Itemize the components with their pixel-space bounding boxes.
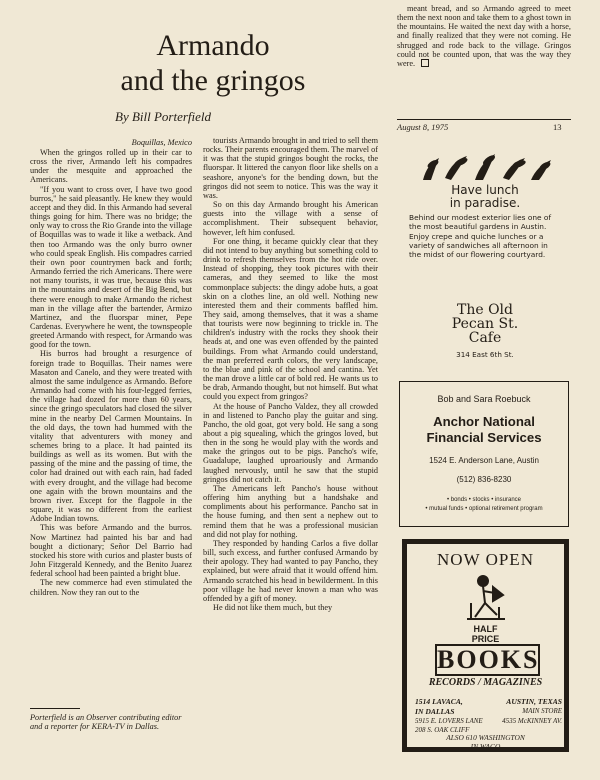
paragraph: tourists Armando brought in and tried to sell them rocks. Their parents encouraged them. The marvel of it was that the stupid gringos bought the rocks, the fluorspar. It littered the canyon floor like shells on a seashore, anyone's for the bending down, but the gringos did not seem to notice. This was the way it was.: [203, 136, 378, 200]
pecan-logo-3: Cafe: [468, 330, 502, 346]
paragraph: [397, 4, 571, 68]
anchor-address: 1524 E. Anderson Lane, Austin: [429, 456, 539, 465]
article-title: [78, 28, 348, 98]
anchor-services-2: • mutual funds • optional retirement program: [425, 505, 543, 512]
books-waco: [407, 734, 564, 751]
books-waco-2: IN WACO: [470, 741, 501, 751]
paragraph: He did not like them much, but they: [213, 602, 333, 612]
anchor-brand-1: Anchor National: [433, 414, 535, 429]
paragraph: The new commerce had even stimulated the children. Now they ran out to the: [30, 578, 192, 597]
end-of-story-mark: [421, 59, 429, 67]
books-headline: NOW OPEN: [437, 550, 534, 569]
books-dallas-line: [415, 707, 562, 717]
pecan-logo: [423, 303, 547, 345]
books-half-price: [407, 624, 564, 644]
books-dallas-addresses: [415, 717, 562, 726]
pecan-logo-2: Pecan St.: [451, 316, 519, 332]
anchor-owner-names: Bob and Sara Roebuck: [437, 394, 531, 404]
article-column-3: [397, 4, 571, 68]
paragraph: So on this day Armando brought his American guests into the village with a sense of accomplishment. Their subsequent behavior, however, left him confused.: [203, 200, 378, 237]
paragraph-text: meant bread, and so Armando agreed to meet them the next noon and take them to a ghost town in the mountains. He waited the next day with a horse, and finally realized that they were not coming. He shrugged and rode back to the village. Gringos could not be counted upon, that was the way they were.: [397, 4, 571, 68]
title-line-1: Armando: [156, 29, 270, 62]
byline: By Bill Porterfield: [115, 109, 212, 124]
pecan-logo-1: The Old: [456, 302, 513, 318]
paragraph: For one thing, it became quickly clear that they did not intend to buy anything but something cold to drink to refresh themselves from the hot ride over. Instead of shopping, they took pictures with their cameras, and they seemed to like the most commonplace subjects: the dingy adobe huts, a goat skin on a clothes line, an old well. Nothing new interested them and their comments baffled him. They said, among themselves, that it was a shame that tourists were now beginning to trickle in. The children's industry with the rocks they shook their heads at, and one was even offended by the painted buildings. From what Armando could understand, the man preferred earth colors, the very landscape, to the blue and pink of the school and cantina. Yet the man drove a little car of bold red. He wants us to be drab, Armando thought, but not himself. But what could you expect from gringos?: [203, 236, 378, 402]
anchor-brand: [400, 414, 568, 446]
books-dallas-address-2: 4535 McKINNEY AV.: [502, 717, 562, 725]
books-dallas-address-3: 208 S. OAK CLIFF: [415, 726, 470, 734]
books-dallas-address-1: 5915 E. LOVERS LANE: [415, 717, 483, 725]
pecan-address: 314 East 6th St.: [456, 350, 514, 359]
paragraph: This was before Armando and the burros. Now Martinez had painted his bar and had bought a dictionary; Señor Del Barrio had stocked his store with curios and plaster busts of John Fitzgerald Kennedy, and the Benito Juarez federal school had been painted a bright blue.: [30, 523, 192, 579]
article-column-1: [30, 148, 192, 597]
folio-date: August 8, 1975: [397, 122, 449, 132]
books-half: HALF: [473, 624, 498, 634]
paragraph: They responded by handing Carlos a five dollar bill, such excess, and further confused Armando by their apology. They had wanted to pay Pancho, they explained, but were afraid that it would offend him. Armando scratched his head in bewilderment. In this poor village he had never known a man who was offended by a gift of money.: [203, 538, 378, 603]
pecan-headline-1: Have lunch: [451, 183, 519, 197]
anchor-phone: (512) 836-8230: [456, 475, 512, 484]
title-line-2: and the gringos: [120, 64, 306, 97]
books-austin-line: [415, 697, 562, 707]
anchor-brand-2: Financial Services: [426, 430, 542, 445]
dateline: Boquillas, Mexico: [131, 138, 192, 147]
paragraph: The Americans left Pancho's house without offering him anything but a handshake and compliments about his performance. Pancho sat in the house fuming, and then sent a nephew out to remind them that he was a professional musician and did not play for nothing.: [203, 483, 378, 539]
author-footnote: Porterfield is an Observer contributing editor and a reporter for KERA-TV in Dallas.: [30, 713, 182, 732]
paragraph: At the house of Pancho Valdez, they all crowded in and listened to Pancho play the guitar and sing. Pancho, the old goat, got very bold. He sang a song about a pig squealing, which the gringos loved, but then in the song he would play with the words and make the gringos out to be pigs. Pancho's wife, Guadalupe, laughed uproariously and Armando laughed nervously, until he saw that the stupid gringos did not catch it.: [203, 401, 378, 484]
page-number: 13: [553, 122, 562, 132]
anchor-financial-ad: [399, 381, 569, 527]
books-waco-1: ALSO 610 WASHINGTON: [446, 733, 525, 742]
pecan-body: Behind our modest exterior lies one of the most beautiful gardens in Austin. Enjoy crepe and quiche lunches or a variety of sandwiches all afternoon in the midst of our flowering courtyard.: [409, 213, 552, 260]
anchor-services: [400, 496, 568, 513]
books-main-store: MAIN STORE: [522, 707, 562, 715]
reading-figure-icon: [463, 573, 509, 621]
pecan-headline: [405, 184, 565, 210]
footnote-rule: [30, 708, 80, 709]
tree-branches-icon: [405, 150, 565, 184]
half-price-books-ad: [402, 539, 569, 752]
folio-rule: [397, 119, 571, 120]
paragraph: When the gringos rolled up in their car to cross the river, Armando left his compadres under the mesquite and approached the Americans.: [30, 148, 192, 185]
article-column-2: [203, 136, 378, 612]
books-austin-street: 1514 LAVACA,: [415, 697, 463, 706]
paragraph: His burros had brought a resurgence of foreign trade to Boquillas. Their names were Masaton and Canelo, and they were treated with almost the same indulgence as Armando. Before Armando had come with his four-legged ferries, the village had dozed for more than 60 years, since the gringo speculators had closed the silver mine in the nearby Del Carmen Mountains. In the old days, the town had hummed with the vitality that adventurers with money and schemes bring to a place. It had painted its buildings as well as its women. But with the passing of the mine and the passing of time, the color had drained out with each rain, had faded with every drought, and the village had become one again with the brown mountains and the brown river. Except for the flagpole in the square, it was no different from the earliest Adobe Indian towns.: [30, 349, 192, 524]
books-price: PRICE: [471, 634, 500, 644]
pecan-headline-2: in paradise.: [449, 196, 521, 210]
books-records-magazines: RECORDS / MAGAZINES: [428, 677, 543, 688]
books-logo: BOOKS: [437, 645, 540, 674]
paragraph: "If you want to cross over, I have two good burros," he said pleasantly. He knew they would accept and they did. In this Armando had several things going for him. There was no bridge; the only way to cross the Rio Grande into the village of Boquillas was to wade it like a wetback. And then too Armando was the only burro owner who could speak English. His compadres carried their own poor countrymen back and forth; Armando ferried the rich Americans. There were not many tourists, it was true, because this was in the mountains and desert of the Big Bend, but there were enough to make Armando the richest man in the village after the bartender, Armizo Martinez, and the fluorspar miner, Pepe Cardenas. Everywhere he went, the townspeople greeted Armando with respect, for Armando was good for the town.: [30, 184, 192, 350]
books-store-locations: [415, 697, 562, 735]
pecan-cafe-ad: [405, 150, 565, 368]
books-dallas-label: IN DALLAS: [415, 707, 455, 716]
books-austin-city: AUSTIN, TEXAS: [506, 697, 562, 706]
anchor-services-1: • bonds • stocks • insurance: [446, 497, 521, 503]
